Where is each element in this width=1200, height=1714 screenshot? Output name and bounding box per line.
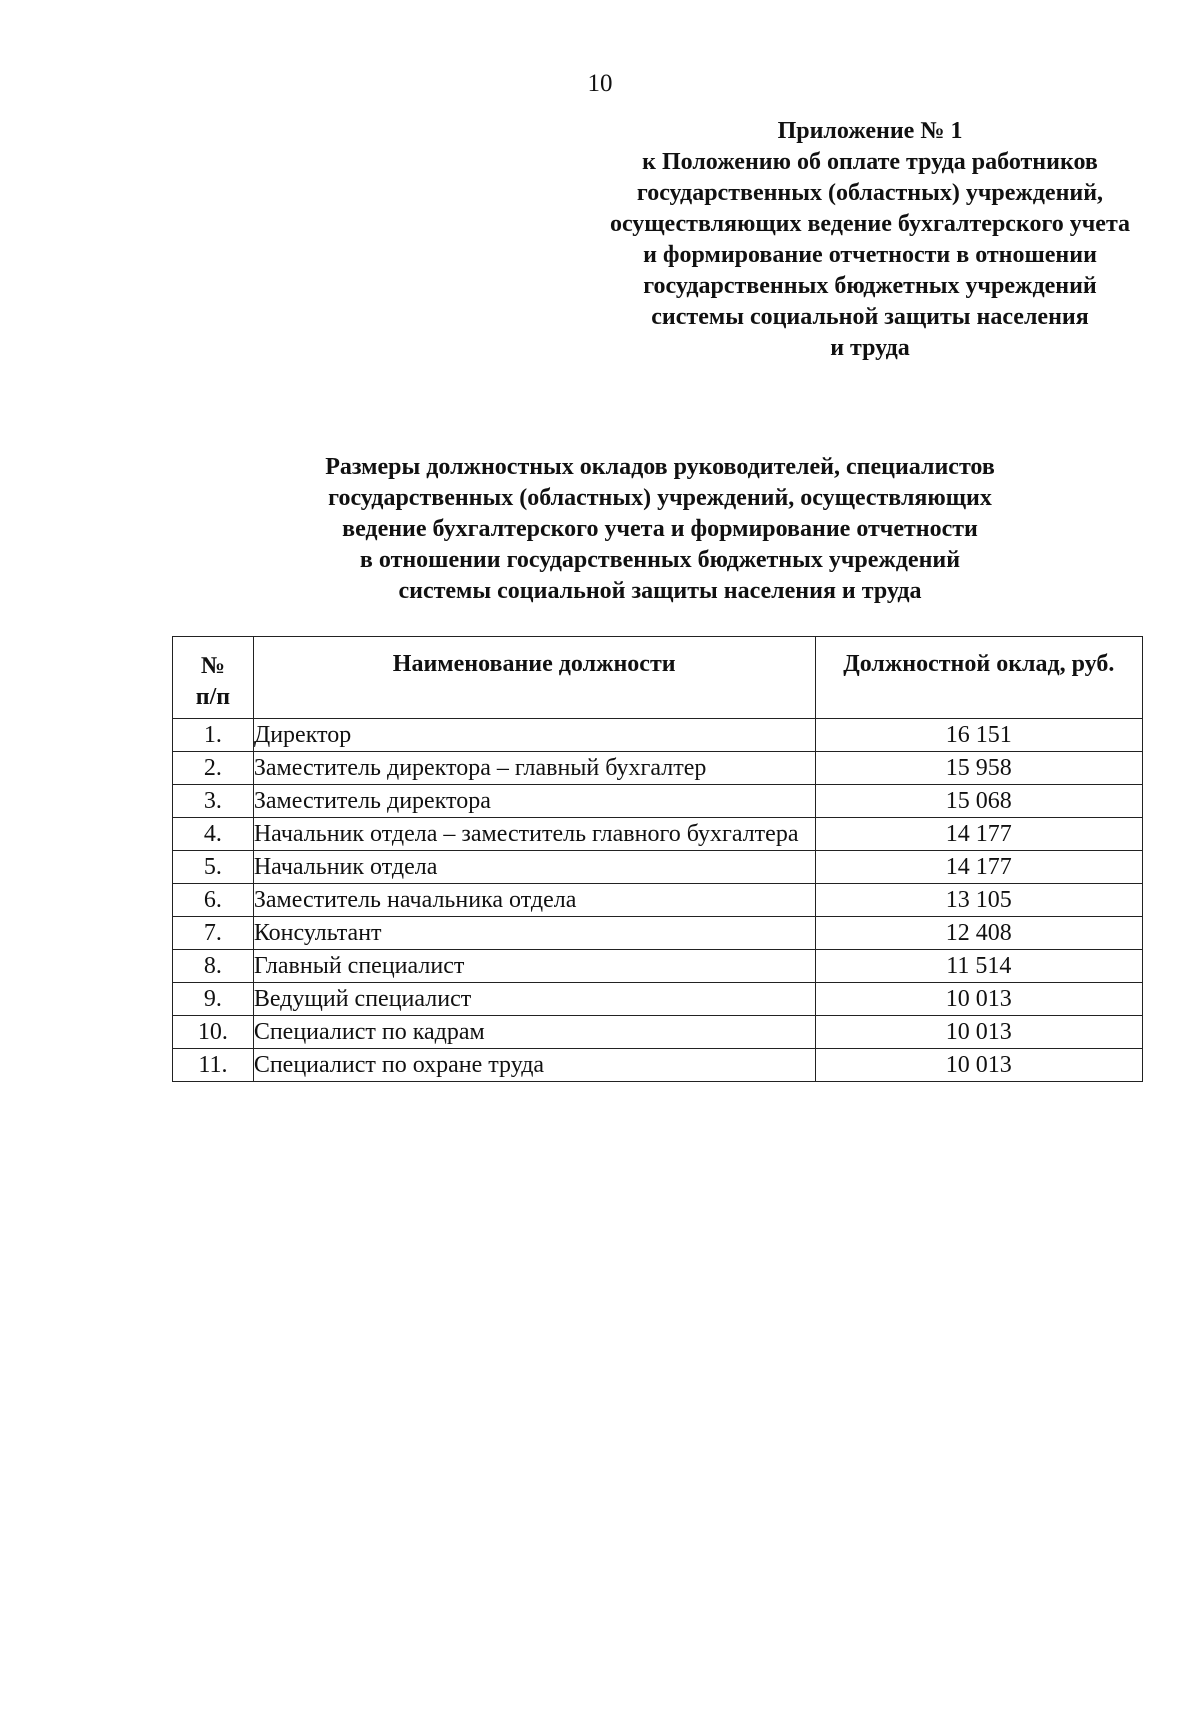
row-number: 3.	[173, 785, 254, 818]
title-line: Размеры должностных окладов руководителей, специалистов	[325, 454, 995, 480]
row-salary: 13 105	[815, 884, 1142, 917]
document-title	[160, 452, 1160, 607]
appendix-line: осуществляющих ведение бухгалтерского учета	[609, 211, 1131, 237]
header-number	[173, 637, 254, 719]
table-row	[173, 983, 1143, 1016]
row-salary: 11 514	[815, 950, 1142, 983]
table-row	[173, 884, 1143, 917]
row-number: 9.	[173, 983, 254, 1016]
row-number: 6.	[173, 884, 254, 917]
row-salary: 14 177	[815, 851, 1142, 884]
page-number: 10	[587, 70, 613, 97]
row-salary: 10 013	[815, 1049, 1142, 1082]
row-salary: 12 408	[815, 917, 1142, 950]
appendix-line: к Положению об оплате труда работников	[642, 149, 1098, 175]
row-number: 4.	[173, 818, 254, 851]
header-salary: Должностной оклад, руб.	[815, 637, 1142, 719]
appendix-line: и труда	[830, 335, 910, 361]
row-position-name: Заместитель начальника отдела	[253, 884, 815, 917]
appendix-line: государственных бюджетных учреждений	[643, 273, 1097, 299]
row-number: 5.	[173, 851, 254, 884]
table-row	[173, 917, 1143, 950]
row-position-name: Начальник отдела	[253, 851, 815, 884]
table-row	[173, 719, 1143, 752]
row-position-name: Директор	[253, 719, 815, 752]
table-row	[173, 818, 1143, 851]
title-line: ведение бухгалтерского учета и формирование отчетности	[342, 516, 978, 542]
row-position-name: Главный специалист	[253, 950, 815, 983]
table-row	[173, 950, 1143, 983]
row-position-name: Консультант	[253, 917, 815, 950]
row-number: 1.	[173, 719, 254, 752]
appendix-line: государственных (областных) учреждений,	[636, 180, 1104, 206]
table-row	[173, 1049, 1143, 1082]
row-position-name: Заместитель директора – главный бухгалтер	[253, 752, 815, 785]
header-number-line2: п/п	[195, 684, 231, 710]
salary-table	[172, 636, 1143, 1082]
appendix-line: системы социальной защиты населения	[651, 304, 1089, 330]
table-body	[173, 719, 1143, 1082]
row-position-name: Специалист по охране труда	[253, 1049, 815, 1082]
row-number: 11.	[173, 1049, 254, 1082]
title-line: системы социальной защиты населения и труда	[398, 578, 922, 604]
row-salary: 10 013	[815, 983, 1142, 1016]
row-number: 7.	[173, 917, 254, 950]
table-row	[173, 851, 1143, 884]
row-salary: 14 177	[815, 818, 1142, 851]
row-number: 8.	[173, 950, 254, 983]
row-number: 2.	[173, 752, 254, 785]
row-salary: 15 958	[815, 752, 1142, 785]
row-salary: 15 068	[815, 785, 1142, 818]
row-salary: 10 013	[815, 1016, 1142, 1049]
appendix-line: и формирование отчетности в отношении	[643, 242, 1097, 268]
row-salary: 16 151	[815, 719, 1142, 752]
appendix-line: Приложение № 1	[777, 118, 963, 144]
header-position-name: Наименование должности	[253, 637, 815, 719]
table-row	[173, 1016, 1143, 1049]
table-header-row	[173, 637, 1143, 719]
row-position-name: Начальник отдела – заместитель главного бухгалтера	[253, 818, 815, 851]
row-number: 10.	[173, 1016, 254, 1049]
table-row	[173, 752, 1143, 785]
title-line: в отношении государственных бюджетных учреждений	[359, 547, 961, 573]
header-number-line1: №	[200, 653, 225, 679]
title-line: государственных (областных) учреждений, осуществляющих	[328, 485, 992, 511]
row-position-name: Заместитель директора	[253, 785, 815, 818]
row-position-name: Специалист по кадрам	[253, 1016, 815, 1049]
row-position-name: Ведущий специалист	[253, 983, 815, 1016]
appendix-header	[560, 116, 1180, 364]
table-row	[173, 785, 1143, 818]
